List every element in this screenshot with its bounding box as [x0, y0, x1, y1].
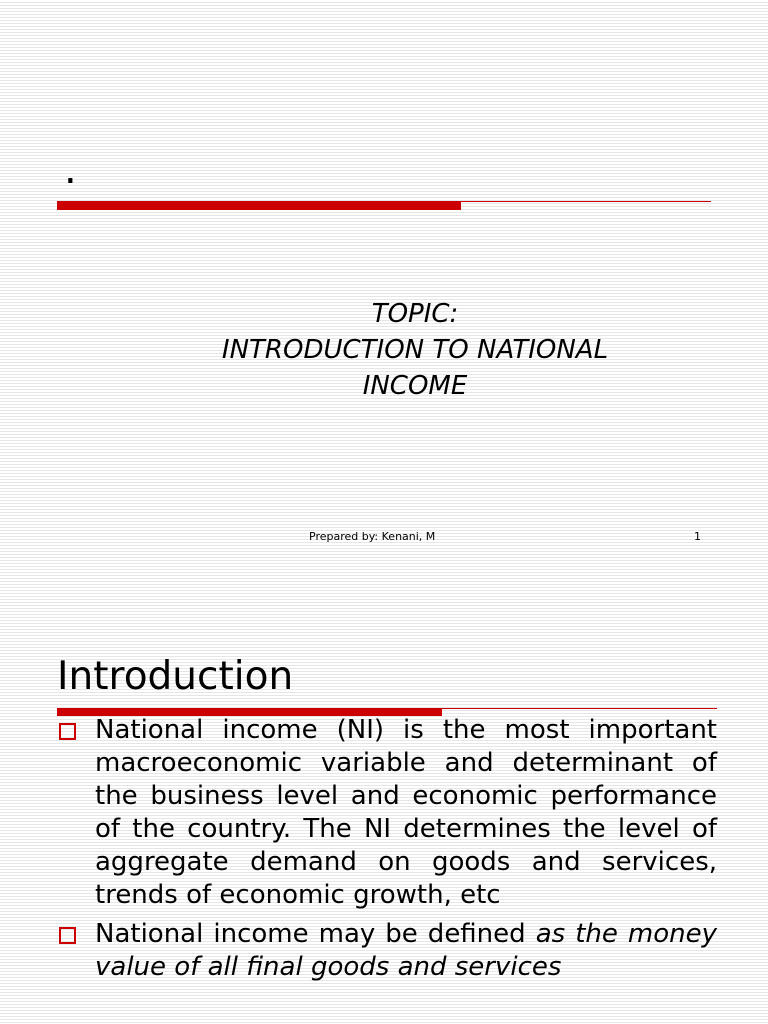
hollow-square-bullet-icon	[59, 927, 76, 944]
bullet-text: National income may be defined	[95, 919, 536, 949]
footer-author: Prepared by: Kenani, M	[309, 530, 436, 543]
slide-introduction	[0, 600, 768, 1024]
title-underline-thin	[442, 708, 717, 709]
page-title: Introduction	[57, 654, 294, 699]
list-item	[57, 918, 717, 984]
title-underline-thick	[57, 201, 461, 210]
hollow-square-bullet-icon	[59, 723, 76, 740]
topic-title-line1: INTRODUCTION TO NATIONAL	[221, 335, 609, 365]
bullet-text: National income (NI) is the most important macroeconomic variable and determinant of the business level and economic performance of the country. The NI determines the level of aggregate demand on goods and services, trends of economic growth, etc	[95, 715, 717, 910]
topic-title-line2: INCOME	[362, 371, 468, 401]
topic-label: TOPIC:	[371, 299, 459, 329]
title-underline-thin	[461, 201, 711, 202]
page-number: 1	[694, 530, 701, 543]
bullet-text-emphasis: as the money value of all final goods and services	[95, 919, 717, 982]
list-item	[57, 714, 717, 912]
bullet-list	[57, 714, 717, 984]
topic-block	[115, 296, 715, 404]
slide-title-mark: .	[64, 147, 77, 193]
